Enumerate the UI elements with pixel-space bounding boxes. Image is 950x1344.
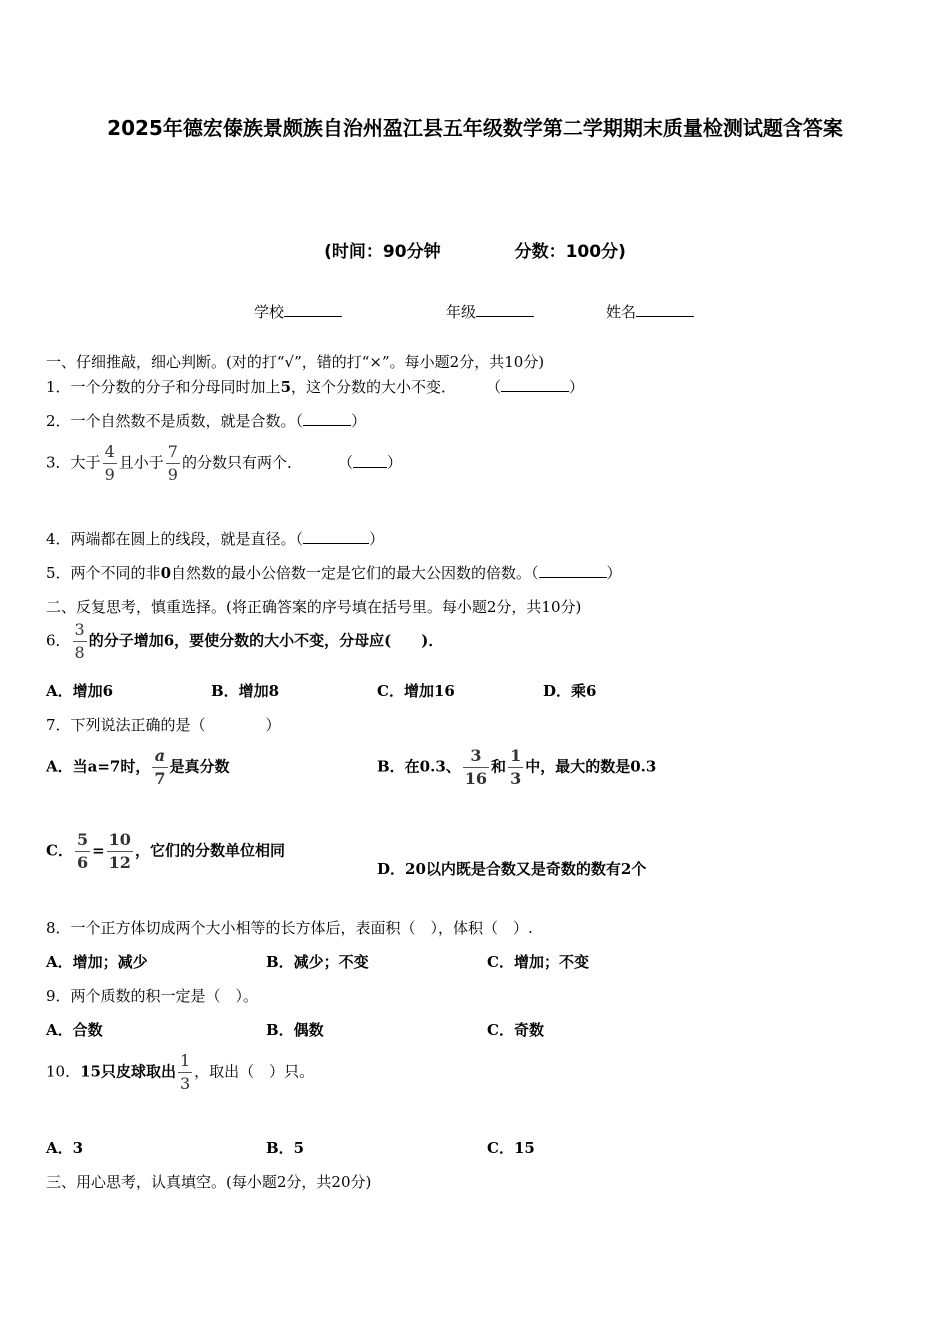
- question-text: 的分数只有两个．: [181, 453, 302, 472]
- question-3: [46, 444, 402, 483]
- section-3-heading: 三、用心思考，认真填空。(每小题2分，共20分): [46, 1173, 372, 1191]
- option-a[interactable]: A．3: [46, 1139, 84, 1157]
- numerator: 5: [75, 832, 90, 852]
- denominator: 8: [74, 643, 85, 662]
- numerator: 3: [73, 622, 87, 642]
- option-c[interactable]: C．增加16: [377, 682, 455, 700]
- school-blank[interactable]: [284, 302, 342, 317]
- answer-blank[interactable]: [501, 377, 569, 392]
- option-b[interactable]: B．减少；不变: [266, 953, 369, 971]
- fraction: [463, 748, 489, 787]
- question-2: [46, 410, 366, 431]
- fraction: [152, 748, 167, 787]
- option-text: ，它们的分数单位相同: [134, 841, 285, 860]
- numerator: 3: [463, 748, 489, 768]
- exam-meta: [0, 237, 950, 262]
- option-b[interactable]: B．5: [266, 1139, 305, 1157]
- question-5: [46, 562, 622, 583]
- question-text: 下列说法正确的是（ ）: [70, 716, 281, 734]
- option-text: 是真分数: [169, 757, 230, 776]
- school-label: 学校: [254, 303, 285, 321]
- question-9: [46, 985, 258, 1006]
- question-10: [46, 1053, 314, 1092]
- name-blank[interactable]: [636, 302, 694, 317]
- denominator: 3: [510, 769, 522, 788]
- fraction: [75, 832, 90, 871]
- question-text: 15只皮球取出: [80, 1062, 176, 1081]
- fraction: [178, 1053, 192, 1092]
- option-text: 中，最大的数是0.3: [525, 757, 657, 776]
- score-info: 分数：100分): [514, 242, 626, 262]
- answer-blank[interactable]: [303, 411, 351, 426]
- fraction: [107, 832, 133, 871]
- denominator: 9: [104, 465, 115, 484]
- time-info: (时间：90分钟: [324, 242, 441, 262]
- question-number: 2．: [46, 412, 71, 430]
- question-number: 10．: [46, 1062, 81, 1081]
- section-1-heading: 一、仔细推敲，细心判断。(对的打“√”，错的打“×”。每小题2分，共10分): [46, 353, 545, 371]
- question-text: 一个分数的分子和分母同时加上: [70, 378, 281, 396]
- question-text: 自然数的最小公倍数一定是它们的最大公因数的倍数。（: [171, 564, 539, 582]
- question-4: [46, 528, 384, 549]
- denominator: 6: [76, 853, 89, 872]
- option-text: =: [92, 841, 105, 860]
- school-field: [254, 301, 342, 322]
- question-number: 3．: [46, 453, 71, 472]
- question-number: 8．: [46, 919, 71, 937]
- paren: ）: [369, 530, 385, 548]
- option-a[interactable]: A．增加6: [46, 682, 114, 700]
- paren: ）: [569, 378, 585, 396]
- question-8: [46, 917, 533, 938]
- question-text: 且小于: [118, 453, 164, 472]
- question-number: 9．: [46, 987, 71, 1005]
- denominator: 3: [179, 1074, 191, 1093]
- option-a[interactable]: A．增加；减少: [46, 953, 148, 971]
- question-text: 5: [280, 378, 291, 396]
- question-number: 4．: [46, 530, 71, 548]
- question-text: 的分子增加6，要使分数的大小不变，分母应( )．: [88, 631, 444, 650]
- question-6: [46, 622, 443, 661]
- option-c[interactable]: C．奇数: [487, 1021, 544, 1039]
- grade-field: [446, 301, 534, 322]
- option-label: A．当a=7时，: [46, 757, 151, 776]
- option-a[interactable]: A．合数: [46, 1021, 103, 1039]
- option-d[interactable]: D．乘6: [543, 682, 597, 700]
- question-text: ，这个分数的大小不变．: [291, 378, 457, 396]
- question-number: 5．: [46, 564, 71, 582]
- question-text: 一个自然数不是质数，就是合数。（: [70, 412, 304, 430]
- option-b[interactable]: [377, 748, 656, 787]
- question-7: [46, 714, 281, 735]
- denominator: 9: [167, 465, 178, 484]
- option-label: B．在0.3、: [377, 757, 461, 776]
- paren: （: [337, 453, 353, 472]
- name-field: [606, 301, 694, 322]
- answer-blank[interactable]: [353, 453, 387, 468]
- numerator: 1: [178, 1053, 192, 1073]
- option-c[interactable]: C．15: [487, 1139, 535, 1157]
- option-d[interactable]: D．20以内既是合数又是奇数的数有2个: [377, 860, 647, 878]
- section-2-heading: 二、反复思考，慎重选择。(将正确答案的序号填在括号里。每小题2分，共10分): [46, 598, 582, 616]
- page-title: 2025年德宏傣族景颇族自治州盈江县五年级数学第二学期期末质量检测试题含答案: [107, 116, 843, 140]
- denominator: 16: [464, 769, 488, 788]
- paren: ）: [606, 564, 622, 582]
- option-b[interactable]: B．偶数: [266, 1021, 324, 1039]
- numerator: 7: [166, 444, 180, 464]
- option-c[interactable]: [46, 832, 285, 871]
- option-text: 和: [491, 757, 507, 776]
- question-text: 0: [160, 564, 171, 582]
- question-text: 一个正方体切成两个大小相等的长方体后，表面积（ ），体积（ ）.: [70, 919, 533, 937]
- paren: （: [486, 378, 502, 396]
- denominator: 7: [154, 769, 166, 788]
- question-text: ，取出（ ）只。: [194, 1062, 315, 1081]
- fraction: [166, 444, 180, 483]
- numerator: 10: [107, 832, 133, 852]
- question-number: 1．: [46, 378, 71, 396]
- name-label: 姓名: [606, 303, 637, 321]
- numerator: 1: [508, 748, 523, 768]
- numerator: a: [152, 748, 167, 768]
- answer-blank[interactable]: [303, 529, 369, 544]
- answer-blank[interactable]: [539, 563, 607, 578]
- question-text: 大于: [70, 453, 101, 472]
- option-label: C．: [46, 841, 73, 860]
- fraction: [508, 748, 523, 787]
- grade-label: 年级: [446, 303, 477, 321]
- fraction: [73, 622, 87, 661]
- paren: ）: [386, 453, 402, 472]
- option-a[interactable]: [46, 748, 230, 787]
- question-text: 两个不同的非: [70, 564, 161, 582]
- paren: ）: [351, 412, 367, 430]
- denominator: 12: [108, 853, 131, 872]
- question-number: 6．: [46, 631, 71, 650]
- question-number: 7．: [46, 716, 71, 734]
- fraction: [103, 444, 117, 483]
- question-1: [46, 376, 584, 397]
- question-text: 两个质数的积一定是（ ）。: [70, 987, 259, 1005]
- option-b[interactable]: B．增加8: [211, 682, 280, 700]
- question-text: 两端都在圆上的线段，就是直径。（: [70, 530, 304, 548]
- option-c[interactable]: C．增加；不变: [487, 953, 589, 971]
- grade-blank[interactable]: [476, 302, 534, 317]
- numerator: 4: [103, 444, 117, 464]
